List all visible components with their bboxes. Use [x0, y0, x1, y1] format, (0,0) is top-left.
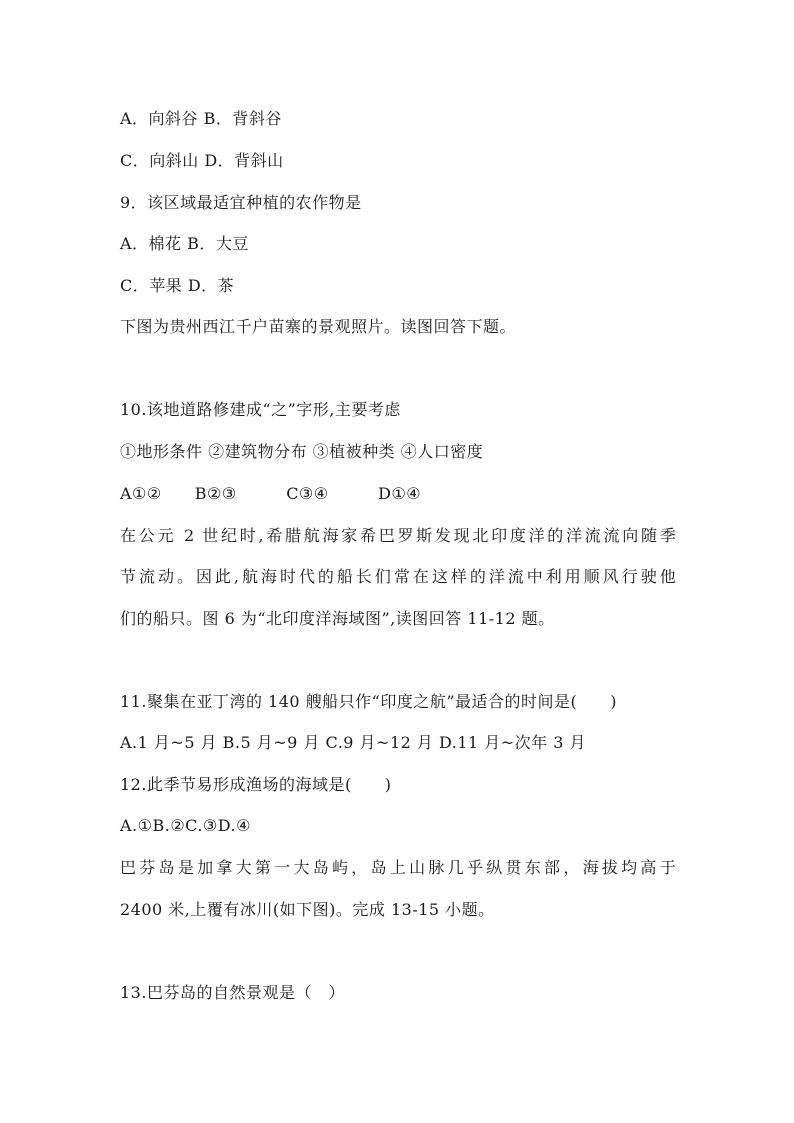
question-10: 10.该地道路修建成“之”字形,主要考虑: [120, 400, 401, 419]
question-13: 13.巴芬岛的自然景观是（ ）: [120, 983, 345, 1002]
option-line-9-cd: C．苹果 D．茶: [120, 276, 235, 295]
passage-baffin-line-1: 巴芬岛是加拿大第一大岛屿，岛上山脉几乎纵贯东部，海拔均高于: [120, 858, 676, 877]
option-line-10: A①② B②③ C③④ D①④: [120, 484, 422, 503]
passage-indian-ocean-line-1: 在公元 2 世纪时,希腊航海家希巴罗斯发现北印度洋的洋流流向随季: [120, 526, 676, 545]
option-line-8-ab: A．向斜谷 B．背斜谷: [120, 109, 282, 128]
option-line-11: A.1 月~5 月 B.5 月~9 月 C.9 月~12 月 D.11 月~次年 3 月: [120, 733, 587, 752]
intro-question-10: 下图为贵州西江千户苗寨的景观照片。读图回答下题。: [120, 317, 517, 336]
question-12: 12.此季节易形成渔场的海域是( ): [120, 775, 392, 794]
question-10-factors: ①地形条件 ②建筑物分布 ③植被种类 ④人口密度: [120, 442, 484, 461]
question-9: 9．该区域最适宜种植的农作物是: [120, 193, 362, 212]
question-11: 11.聚集在亚丁湾的 140 艘船只作“印度之航”最适合的时间是( ): [120, 692, 618, 711]
passage-baffin-line-2: 2400 米,上覆有冰川(如下图)。完成 13-15 小题。: [120, 900, 495, 919]
option-line-9-ab: A．棉花 B．大豆: [120, 234, 249, 253]
passage-indian-ocean-line-3: 们的船只。图 6 为“北印度洋海域图”,读图回答 11-12 题。: [120, 609, 555, 628]
option-line-12: A.①B.②C.③D.④: [120, 816, 251, 835]
passage-indian-ocean-line-2: 节流动。因此,航海时代的船长们常在这样的洋流中利用顺风行驶他: [120, 567, 676, 586]
option-line-8-cd: C．向斜山 D．背斜山: [120, 151, 284, 170]
